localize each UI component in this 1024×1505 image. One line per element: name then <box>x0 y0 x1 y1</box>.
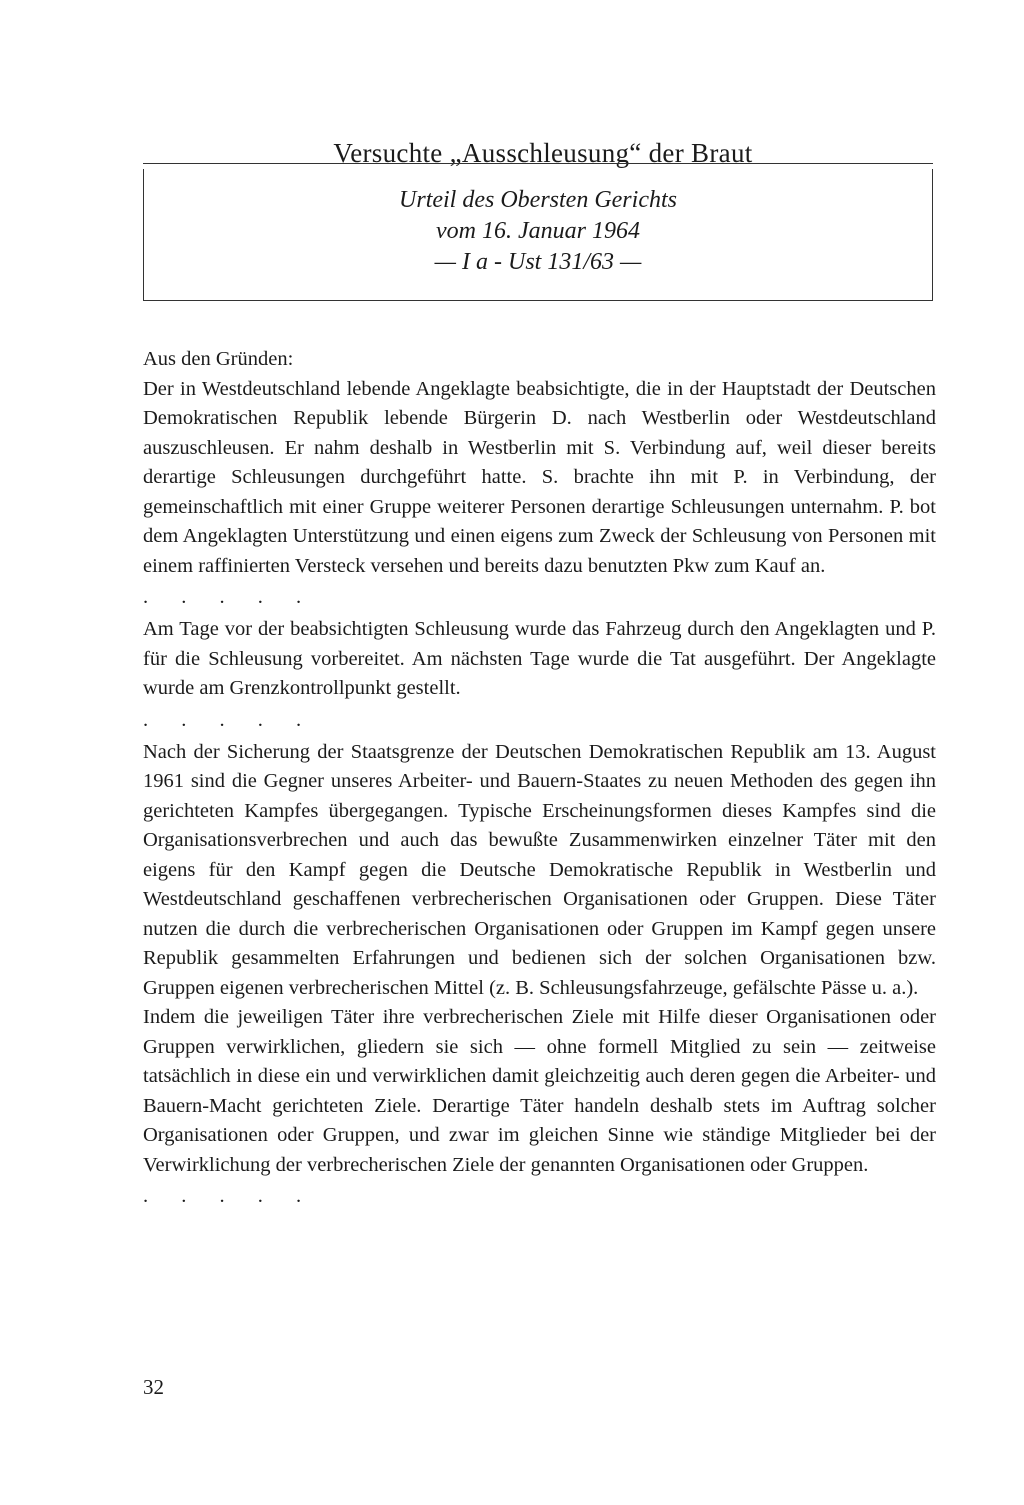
date-line: vom 16. Januar 1964 <box>436 218 640 244</box>
paragraph-facts: Der in Westdeutschland lebende Angeklagte beabsichtigte, die in der Hauptstadt der Deutschen Demokratischen Republik lebende Bürgerin D. nach Westberlin oder Westdeutschland auszuschleusen. Er nahm deshalb in Westberlin mit S. Verbindung auf, weil dieser bereits derartige Schleusungen durchgeführt hatte. S. brachte ihn mit P. in Verbindung, der gemeinschaftlich mit einer Gruppe weiterer Personen derartige Schleusungen unternahm. P. bot dem Angeklagten Unterstützung und einen eigens zum Zweck der Schleusung von Personen mit einem raffinierten Versteck versehen und bereits dazu benutzten Pkw zum Kauf an. <box>143 377 936 577</box>
judgment-text <box>143 345 936 1214</box>
case-reference-box <box>143 163 933 301</box>
paragraph-conclusion: Indem die jeweiligen Täter ihre verbrecherischen Ziele mit Hilfe dieser Organisationen oder Gruppen verwirklichen, gliedern sie sich — ohne formell Mitglied zu sein — zeitweise tatsächlich in diese ein und verwirklichen damit gleichzeitig auch deren gegen die Arbeiter- und Bauern-Macht gerichteten Ziele. Derartige Täter handeln deshalb stets im Auftrag solcher Organisationen oder Gruppen, und zwar im gleichen Sinne wie ständige Mitglieder bei der Verwirklichung der verbrecherischen Ziele der genannten Organisationen oder Gruppen. <box>143 1006 936 1176</box>
box-bottom-rule <box>143 300 933 301</box>
page-number: 32 <box>143 1375 164 1399</box>
page-title: Versuchte „Ausschleusung“ der Braut <box>333 138 753 169</box>
omission-marker: . . . . . <box>143 1185 316 1207</box>
case-reference <box>143 185 933 278</box>
omission-marker: . . . . . <box>143 586 316 608</box>
paragraph-legal-reasoning: Nach der Sicherung der Staatsgrenze der Deutschen Demokratischen Republik am 13. August 1961 sind die Gegner unseres Arbeiter- und Bauern-Staates zu neuen Methoden des gegen ihn gerichteten Kampfes übergegangen. Typische Erscheinungsformen dieses Kampfes sind die Organisationsverbrechen und auch das bewußte Zusammenwirken einzelner Täter mit den eigens für den Kampf gegen die Deutsche Demokratische Republik in Westberlin und Westdeutschland geschaffenen verbrecherischen Organisationen oder Gruppen. Diese Täter nutzen die durch die verbrecherischen Organisationen oder Gruppen im Kampf gegen unsere Republik gesammelten Erfahrungen und bedienen sich der solchen Organisationen bzw. Gruppen eigenen verbrecherischen Mittel (z. B. Schleusungsfahrzeuge, gefälschte Pässe u. a.). <box>143 740 936 999</box>
box-top-rule <box>143 163 933 164</box>
court-line: Urteil des Obersten Gerichts <box>399 187 677 213</box>
paragraph-execution: Am Tage vor der beabsichtigten Schleusung wurde das Fahrzeug durch den Angeklagten und P. für die Schleusung vorbereitet. Am nächsten Tage wurde die Tat ausgeführt. Der Angeklagte wurde am Grenzkontrollpunkt gestellt. <box>143 618 936 699</box>
docket-line: — I a - Ust 131/63 — <box>434 249 642 275</box>
section-heading: Aus den Gründen: <box>143 348 294 370</box>
omission-marker: . . . . . <box>143 708 316 731</box>
